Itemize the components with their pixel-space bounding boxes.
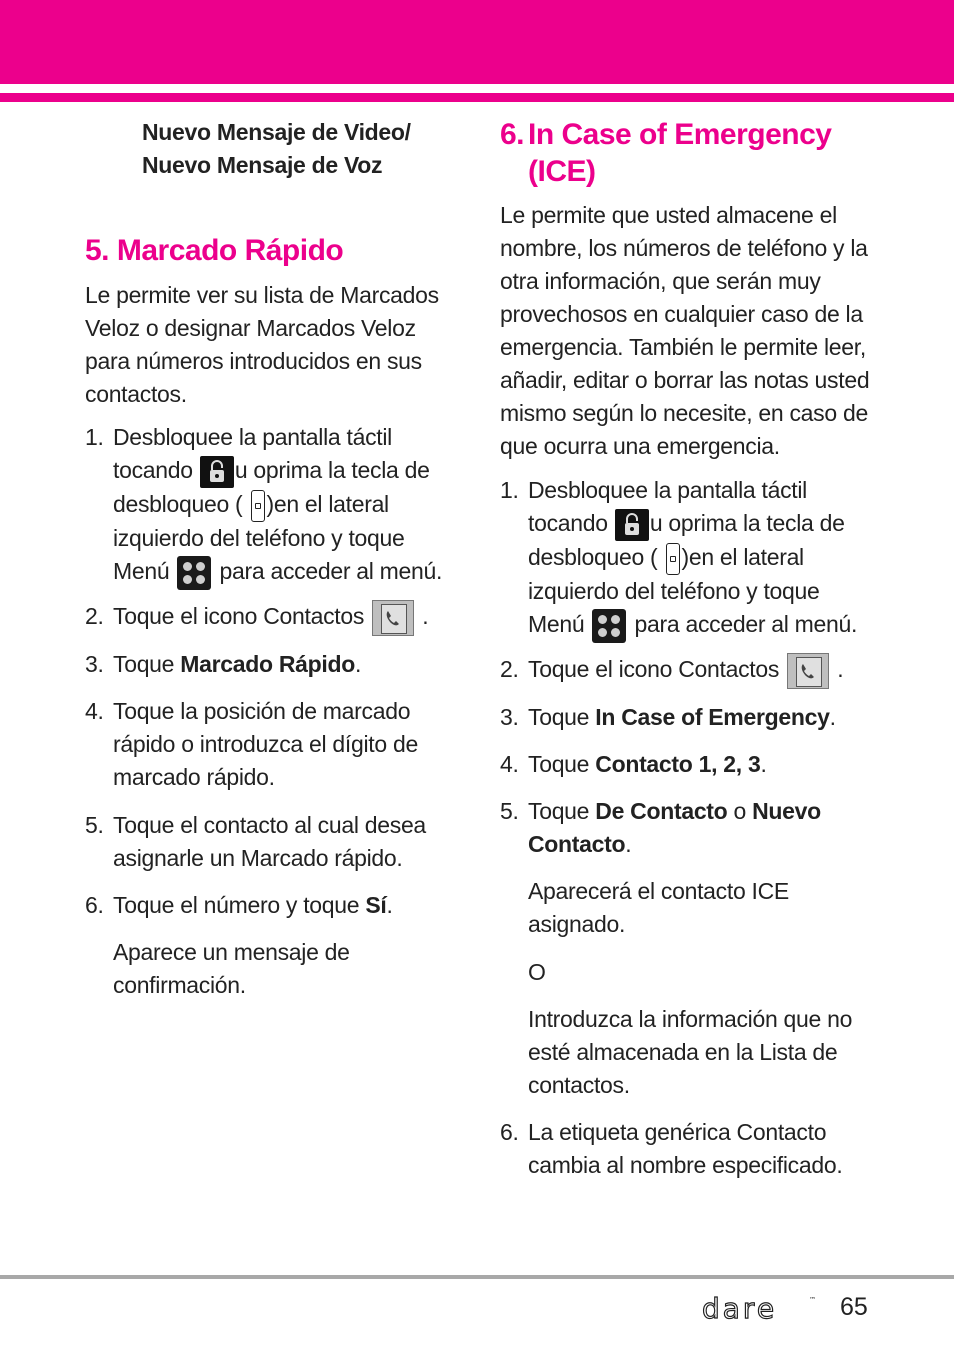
step-text: )en el lateral izquierdo del teléfono y toque Menú (113, 490, 405, 584)
section-5-title: Marcado Rápido (116, 234, 344, 267)
brand-text: dare (702, 1294, 778, 1324)
section-6-number: 6. (500, 118, 525, 151)
lock-icon (615, 509, 649, 541)
intro-line-2: Nuevo Mensaje de Voz (142, 152, 383, 178)
section-6-heading (500, 116, 831, 190)
step-text: . (422, 603, 429, 630)
step-text: para acceder al menú. (219, 557, 443, 584)
side-key-icon (251, 490, 265, 522)
left-step-6-note: Aparece un mensaje de confirmación. (113, 939, 350, 998)
step-text: Toque (528, 704, 596, 730)
step-number: 3. (85, 651, 104, 677)
menu-icon (177, 556, 211, 590)
step-number: 5. (85, 812, 104, 838)
step-text: Toque el número y toque (113, 892, 366, 918)
step-text: )en el lateral izquierdo del teléfono y toque Menú (528, 543, 820, 637)
step-text: Toque el icono Contactos (528, 656, 780, 683)
step-text: Toque el icono Contactos (113, 603, 365, 630)
menu-icon (592, 609, 626, 643)
section-6-title-line-1: In Case of Emergency (528, 118, 832, 151)
section-5-description: Le permite ver su lista de Marcados Veloz o designar Marcados Veloz para números introducidos en sus contactos. (85, 282, 439, 407)
footer-rule (0, 1275, 954, 1279)
step-text: . (354, 651, 362, 677)
side-key-icon (666, 543, 680, 575)
step-text: Toque el contacto al cual desea asignarle un Marcado rápido. (113, 812, 426, 871)
section-6-title-line-2: (ICE) (528, 155, 596, 188)
step-text: para acceder al menú. (634, 610, 858, 637)
page-number: 65 (840, 1293, 868, 1321)
step-number: 3. (500, 704, 519, 730)
step-text: Toque (113, 651, 181, 677)
step-text: . (625, 831, 632, 857)
step-text: . (760, 751, 767, 777)
step-text: Toque la posición de marcado rápido o introduzca el dígito de marcado rápido. (113, 698, 418, 790)
step-number: 2. (500, 656, 519, 682)
step-bold-text: Sí (365, 892, 387, 918)
step-bold-text: Contacto 1, 2, 3 (595, 751, 761, 777)
section-5-heading (85, 232, 343, 269)
section-5-number: 5. (85, 234, 110, 267)
step-text: u oprima la tecla de desbloqueo ( (528, 510, 845, 570)
step-number: 1. (85, 424, 104, 450)
step-text: o (727, 798, 753, 824)
trademark-symbol: ™ (809, 1296, 816, 1304)
step-bold-text: In Case of Emergency (595, 704, 830, 730)
step-number: 4. (500, 751, 519, 777)
step-number: 1. (500, 477, 519, 503)
step-text: u oprima la tecla de desbloqueo ( (113, 457, 430, 517)
step-text: Desbloquee la pantalla táctil tocando (528, 477, 807, 536)
step-text: . (386, 892, 393, 918)
header-rule (0, 93, 954, 102)
right-step-5-note-2: Introduzca la información que no esté almacenada en la Lista de contactos. (528, 1006, 853, 1098)
step-number: 6. (500, 1119, 519, 1145)
dare-logo (702, 1294, 818, 1329)
step-bold-text: Marcado Rápido (180, 651, 355, 677)
step-number: 5. (500, 798, 519, 824)
step-bold-text: Nuevo Contacto (528, 798, 821, 857)
step-text: Toque (528, 751, 596, 777)
section-6-description: Le permite que usted almacene el nombre, los números de teléfono y la otra información, que serán muy provechosos en cualquier caso de la emergencia. También le permite leer, añadir, editar o borrar las notas usted mismo según lo necesite, en caso de que ocurra una emergencia. (500, 202, 870, 459)
step-number: 6. (85, 892, 104, 918)
step-number: 4. (85, 698, 104, 724)
contacts-icon (787, 653, 829, 689)
header-bar (0, 0, 954, 84)
step-text: Toque (528, 798, 596, 824)
intro-menu-items (142, 116, 462, 182)
step-text: . (837, 656, 844, 683)
step-bold-text: De Contacto (595, 798, 728, 824)
lock-icon (200, 456, 234, 488)
step-text: La etiqueta genérica Contacto cambia al nombre especificado. (528, 1119, 843, 1178)
contacts-icon (372, 600, 414, 636)
intro-line-1: Nuevo Mensaje de Video/ (142, 119, 411, 145)
step-number: 2. (85, 603, 104, 629)
right-step-5-or: O (528, 959, 546, 985)
right-step-5-note-1: Aparecerá el contacto ICE asignado. (528, 878, 789, 937)
step-text: . (829, 704, 836, 730)
step-text: Desbloquee la pantalla táctil tocando (113, 424, 392, 483)
